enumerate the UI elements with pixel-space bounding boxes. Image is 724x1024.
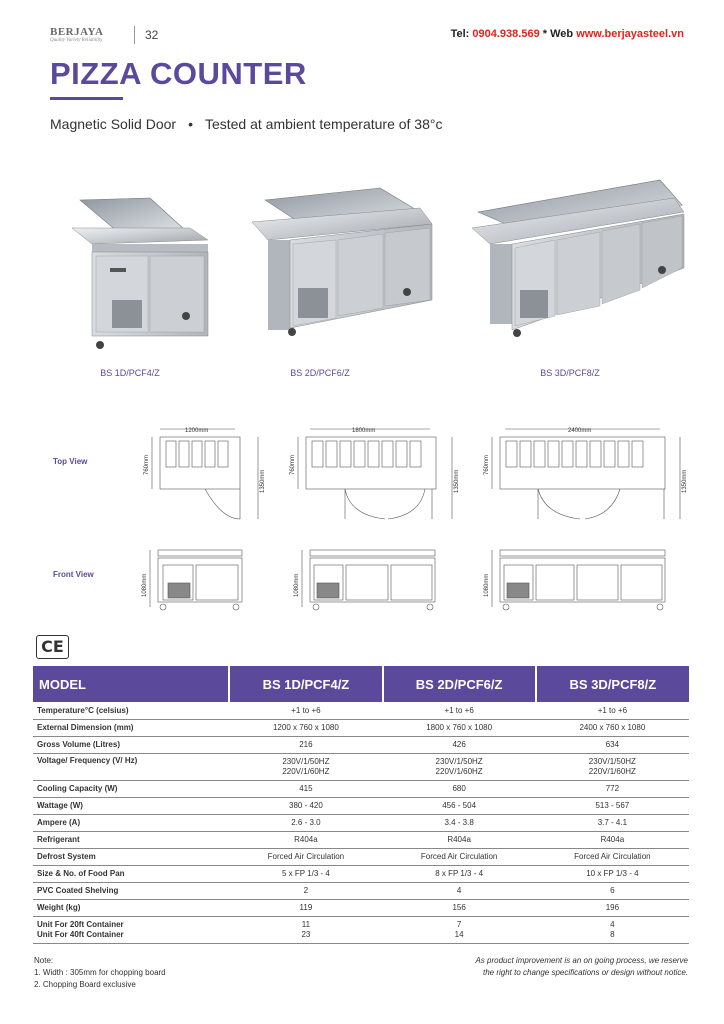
cell-line: 7: [456, 919, 462, 929]
row-label: Voltage/ Frequency (V/ Hz): [33, 753, 229, 780]
cell: +1 to +6: [383, 702, 536, 719]
tel-value: 0904.938.569: [472, 28, 540, 40]
cell-line: 14: [454, 929, 464, 939]
bullet: •: [188, 116, 193, 132]
table-row: [33, 736, 689, 753]
header-model-2: BS 2D/PCF6/Z: [383, 666, 536, 702]
notes: [34, 955, 166, 991]
cell: 156: [383, 899, 536, 916]
cell: 5 x FP 1/3 - 4: [229, 865, 382, 882]
dim-height-3: 1080mm: [484, 573, 490, 597]
cell: R404a: [383, 831, 536, 848]
cell: 3.7 - 4.1: [536, 814, 689, 831]
row-label: [33, 916, 229, 943]
cell: 680: [383, 780, 536, 797]
product-image-3: [472, 180, 684, 337]
dim-width-2: 1800mm: [352, 428, 376, 434]
cell: [536, 753, 689, 780]
product-label-2: BS 2D/PCF6/Z: [290, 368, 350, 378]
dim-depth-2: 760mm: [290, 454, 296, 475]
product-image-2: [252, 188, 432, 336]
row-label-line: Unit For 20ft Container: [37, 919, 124, 929]
row-label: Gross Volume (Litres): [33, 736, 229, 753]
cell: 4: [383, 882, 536, 899]
top-view-3: [492, 429, 680, 519]
row-label: Cooling Capacity (W): [33, 780, 229, 797]
cell: 6: [536, 882, 689, 899]
product-label-1: BS 1D/PCF4/Z: [100, 368, 160, 378]
top-view-1: [152, 429, 258, 519]
cell-line: 230V/1/50HZ: [282, 756, 330, 766]
cell: +1 to +6: [536, 702, 689, 719]
table-row: [33, 916, 689, 943]
front-view-2: [302, 550, 435, 610]
table-row: [33, 865, 689, 882]
cell: [383, 753, 536, 780]
cell: 772: [536, 780, 689, 797]
cell: 456 - 504: [383, 797, 536, 814]
table-row: [33, 814, 689, 831]
top-view-2: [298, 429, 452, 519]
product-image-1: [72, 198, 208, 349]
cell-line: 230V/1/50HZ: [588, 756, 636, 766]
dim-depth-open-3: 1350mm: [682, 469, 688, 493]
dim-height-2: 1080mm: [294, 573, 300, 597]
cell: 8 x FP 1/3 - 4: [383, 865, 536, 882]
cell: 2.6 - 3.0: [229, 814, 382, 831]
header-model-3: BS 3D/PCF8/Z: [536, 666, 689, 702]
product-illustrations: [0, 0, 724, 400]
cell: 415: [229, 780, 382, 797]
cell: 634: [536, 736, 689, 753]
feature-magnetic-door: Magnetic Solid Door: [50, 116, 177, 132]
table-row: [33, 848, 689, 865]
cell: Forced Air Circulation: [383, 848, 536, 865]
table-row: [33, 797, 689, 814]
row-label: Defrost System: [33, 848, 229, 865]
cell: 3.4 - 3.8: [383, 814, 536, 831]
cell: 119: [229, 899, 382, 916]
dim-depth-1: 760mm: [144, 454, 150, 475]
header-model: MODEL: [33, 666, 229, 702]
cell: 513 - 567: [536, 797, 689, 814]
cell: 1800 x 760 x 1080: [383, 719, 536, 736]
row-label-line: Unit For 40ft Container: [37, 929, 124, 939]
top-view-label: Top View: [53, 457, 88, 466]
cell: 1200 x 760 x 1080: [229, 719, 382, 736]
table-row: [33, 753, 689, 780]
cell: +1 to +6: [229, 702, 382, 719]
tel-label: Tel:: [450, 28, 473, 40]
product-label-3: BS 3D/PCF8/Z: [540, 368, 600, 378]
ce-mark: CE: [36, 635, 69, 659]
dim-width-3: 2400mm: [568, 428, 592, 434]
table-row: [33, 719, 689, 736]
web-link[interactable]: www.berjayasteel.vn: [576, 28, 684, 40]
front-view-3: [492, 550, 665, 610]
table-header-row: [33, 666, 689, 702]
cell-line: 4: [610, 919, 615, 929]
cell: R404a: [536, 831, 689, 848]
row-label: Temperature°C (celsius): [33, 702, 229, 719]
cell: 196: [536, 899, 689, 916]
note-title: Note:: [34, 956, 54, 965]
cell: [383, 916, 536, 943]
dim-width-1: 1200mm: [185, 428, 209, 434]
cell: R404a: [229, 831, 382, 848]
note-line-1: 1. Width : 305mm for chopping board: [34, 968, 166, 977]
cell-line: 220V/1/60HZ: [282, 766, 330, 776]
dim-depth-open-1: 1350mm: [260, 469, 266, 493]
cell-line: 11: [301, 919, 311, 929]
cell-line: 220V/1/60HZ: [435, 766, 483, 776]
web-label: * Web: [539, 28, 577, 40]
row-label: Wattage (W): [33, 797, 229, 814]
cell: Forced Air Circulation: [229, 848, 382, 865]
dim-depth-3: 760mm: [484, 454, 490, 475]
row-label: PVC Coated Shelving: [33, 882, 229, 899]
specification-table: [33, 666, 689, 944]
cell-line: 8: [610, 929, 615, 939]
cell: 2400 x 760 x 1080: [536, 719, 689, 736]
cell-line: 230V/1/50HZ: [435, 756, 483, 766]
cell: 426: [383, 736, 536, 753]
technical-drawings: [0, 415, 724, 620]
cell: 10 x FP 1/3 - 4: [536, 865, 689, 882]
table-row: [33, 882, 689, 899]
logo-tagline: Quality Variety Reliability: [50, 38, 103, 43]
cell: 2: [229, 882, 382, 899]
cell-line: 23: [301, 929, 311, 939]
row-label: Size & No. of Food Pan: [33, 865, 229, 882]
disclaimer-line-1: As product improvement is an on going process, we reserve: [475, 956, 688, 965]
cell: [229, 753, 382, 780]
cell: [536, 916, 689, 943]
cell-line: 220V/1/60HZ: [588, 766, 636, 776]
page-number: 32: [145, 28, 159, 42]
row-label: External Dimension (mm): [33, 719, 229, 736]
logo-text: BERJAYA: [50, 26, 104, 38]
table-row: [33, 899, 689, 916]
page-title: PIZZA COUNTER: [50, 56, 307, 91]
row-label: Ampere (A): [33, 814, 229, 831]
table-row: [33, 702, 689, 719]
front-view-label: Front View: [53, 570, 94, 579]
feature-ambient-test: Tested at ambient temperature of 38°c: [204, 116, 443, 132]
note-line-2: 2. Chopping Board exclusive: [34, 980, 136, 989]
table-row: [33, 780, 689, 797]
row-label: Weight (kg): [33, 899, 229, 916]
row-label: Refrigerant: [33, 831, 229, 848]
dim-height-1: 1080mm: [142, 573, 148, 597]
front-view-1: [150, 550, 242, 610]
cell: 380 - 420: [229, 797, 382, 814]
dim-depth-open-2: 1350mm: [454, 469, 460, 493]
cell: 216: [229, 736, 382, 753]
cell: [229, 916, 382, 943]
disclaimer-line-2: the right to change specifications or design without notice.: [482, 968, 688, 977]
table-row: [33, 831, 689, 848]
header-model-1: BS 1D/PCF4/Z: [229, 666, 382, 702]
cell: Forced Air Circulation: [536, 848, 689, 865]
disclaimer: [475, 955, 688, 979]
